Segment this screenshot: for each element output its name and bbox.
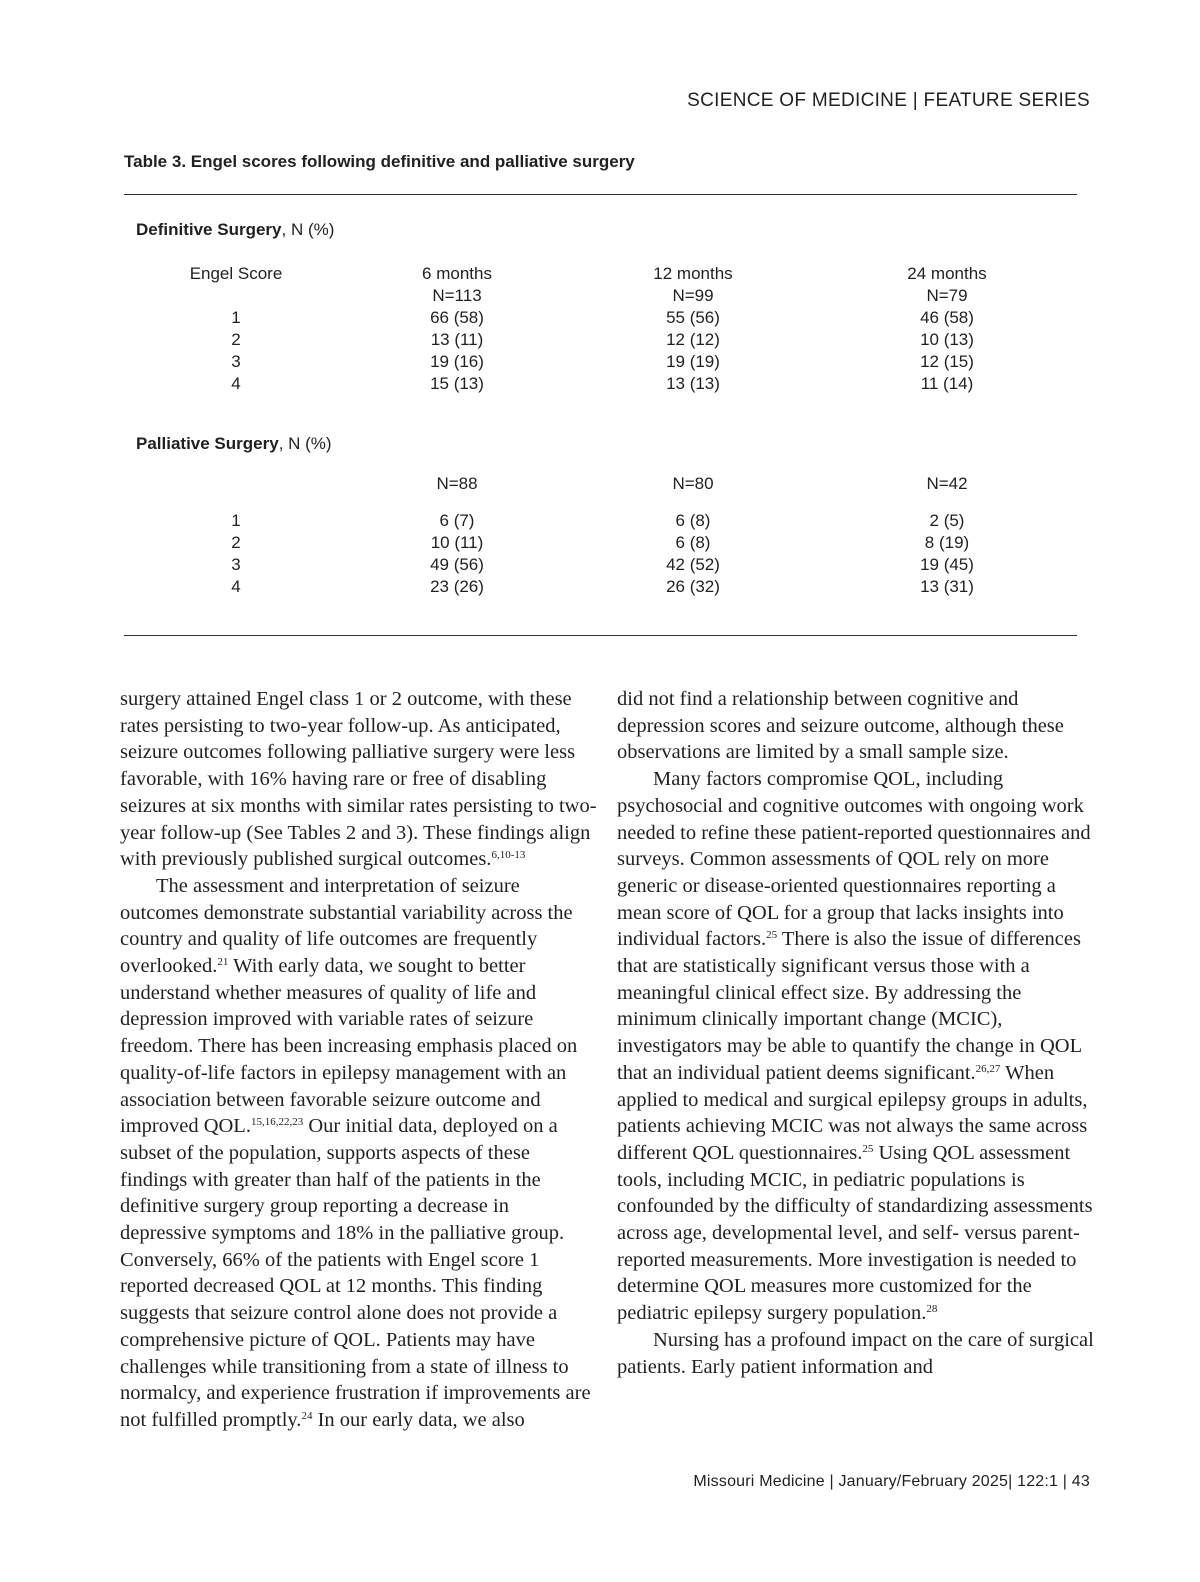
palliative-cell: 42 (52) [666,555,720,574]
engel-score-header: Engel Score [189,264,283,283]
table-bottom-rule [124,635,1077,636]
palliative-cell: 6 (8) [675,533,711,552]
paragraph: did not find a relationship between cognitive and depression scores and seizure outcome, although these observations are limited by a small sample size. [617,688,1064,764]
definitive-cell: 12 (12) [666,330,720,349]
definitive-n: N=79 [926,286,968,305]
text-run: Our initial data, deployed on a subset of the population, supports aspects of these findings with greater than half of the patients in the definitive surgery group reporting a decrease in depressive symptoms and 18% in the palliative group. Conversely, 66% of the patients with Engel score 1 reported decreased QOL at 12 months. This finding suggests that seizure control alone does not provide a comprehensive picture of QOL. Patients may have challenges while transitioning from a state of illness to normalcy, and experience frustration if improvements are not fulfilled promptly. [120,1115,591,1431]
period-header: 6 months [422,264,492,283]
text-run: The assessment and interpretation of seizure outcomes demonstrate substantial variability across the country and quality of life outcomes are frequently overlooked. [120,874,573,978]
definitive-score: 1 [231,308,241,327]
definitive-cell: 13 (11) [430,330,484,349]
citation: 26,27 [975,1062,1001,1075]
palliative-score: 2 [231,533,241,552]
palliative-score: 3 [231,555,241,574]
palliative-cell: 6 (7) [439,511,475,530]
definitive-surgery-heading [136,220,334,240]
palliative-cell: 26 (32) [666,577,720,596]
palliative-cell: 19 (45) [920,555,974,574]
citation: 21 [217,956,229,969]
palliative-heading-bold: Palliative Surgery [136,434,279,453]
paragraph [120,873,600,1434]
paragraph [617,766,1097,1327]
citation: 24 [301,1409,313,1422]
definitive-n: N=99 [672,286,714,305]
definitive-score: 3 [231,352,241,371]
palliative-cell: 2 (5) [929,511,965,530]
text-run: Using QOL assessment tools, including MCIC, in pediatric populations is confounded by the difficulty of standardizing assessments across age, developmental level, and self- versus parent-reported measurements. More investigation is needed to determine QOL measures more customized for the pediatric epilepsy surgery population. [617,1141,1093,1325]
page-footer: Missouri Medicine | January/February 2025| 122:1 | 43 [693,1473,1090,1490]
palliative-heading-unit: , N (%) [278,434,332,453]
citation: 28 [926,1303,938,1316]
palliative-surgery-heading [136,434,332,454]
table-title: Table 3. Engel scores following definitive and palliative surgery [124,152,635,171]
palliative-n: N=88 [436,474,478,493]
definitive-cell: 46 (58) [920,308,974,327]
definitive-cell: 10 (13) [920,330,974,349]
text-run: Many factors compromise QOL, including psychosocial and cognitive outcomes with ongoing work needed to refine these patient-reported questionnaires and surveys. Common assessments of QOL rely on more generic or disease-oriented questionnaires reporting a mean score of QOL for a group that lacks insights into individual factors. [617,768,1091,951]
paragraph [120,686,600,873]
text-run: In our early data, we also [312,1408,525,1431]
palliative-cell: 23 (26) [430,577,484,596]
definitive-cell: 15 (13) [430,374,484,393]
palliative-n: N=42 [926,474,968,493]
citation: 6,10-13 [491,849,526,862]
text-run: surgery attained Engel class 1 or 2 outcome, with these rates persisting to two-year follow-up. As anticipated, seizure outcomes following palliative surgery were less favorable, with 16% having rare or free of disabling seizures at six months with similar rates persisting to two-year follow-up (See Tables 2 and 3). These findings align with previously published surgical outcomes. [120,688,597,871]
body-column-left [120,686,600,1434]
definitive-heading-unit: , N (%) [281,220,335,239]
table-top-rule [124,194,1077,195]
body-column-right [617,686,1097,1380]
palliative-cell: 6 (8) [675,511,711,530]
definitive-cell: 19 (19) [666,352,720,371]
period-header: 24 months [907,264,987,283]
definitive-score: 4 [231,374,241,393]
citation: 25 [766,929,778,942]
palliative-cell: 13 (31) [920,577,974,596]
palliative-cell: 49 (56) [430,555,484,574]
definitive-cell: 13 (13) [666,374,720,393]
text-run: When applied to medical and surgical epilepsy groups in adults, patients achieving MCIC was not always the same across different QOL questionnaires. [617,1061,1088,1164]
paragraph: Nursing has a profound impact on the care of surgical patients. Early patient information and [617,1328,1094,1378]
palliative-score: 1 [231,511,241,530]
citation: 25 [862,1142,874,1155]
definitive-cell: 55 (56) [666,308,720,327]
palliative-cell: 8 (19) [924,533,970,552]
definitive-cell: 19 (16) [430,352,484,371]
text-run: There is also the issue of differences that are statistically significant versus those with a meaningful clinical effect size. By addressing the minimum clinically important change (MCIC), investigators may be able to quantify the change in QOL that an individual patient deems significant. [617,928,1082,1084]
definitive-heading-bold: Definitive Surgery [136,220,282,239]
running-head: SCIENCE OF MEDICINE | FEATURE SERIES [687,90,1090,111]
palliative-cell: 10 (11) [430,533,484,552]
palliative-n: N=80 [672,474,714,493]
period-header: 12 months [653,264,733,283]
definitive-cell: 11 (14) [920,374,974,393]
definitive-cell: 12 (15) [920,352,974,371]
text-run: With early data, we sought to better understand whether measures of quality of life and depression improved with variable rates of seizure freedom. There has been increasing emphasis placed on quality-of-life factors in epilepsy management with an association between favorable seizure outcome and improved QOL. [120,955,578,1138]
citation: 15,16,22,23 [250,1116,304,1129]
definitive-cell: 66 (58) [430,308,484,327]
definitive-n: N=113 [432,286,482,305]
palliative-score: 4 [231,577,241,596]
definitive-score: 2 [231,330,241,349]
